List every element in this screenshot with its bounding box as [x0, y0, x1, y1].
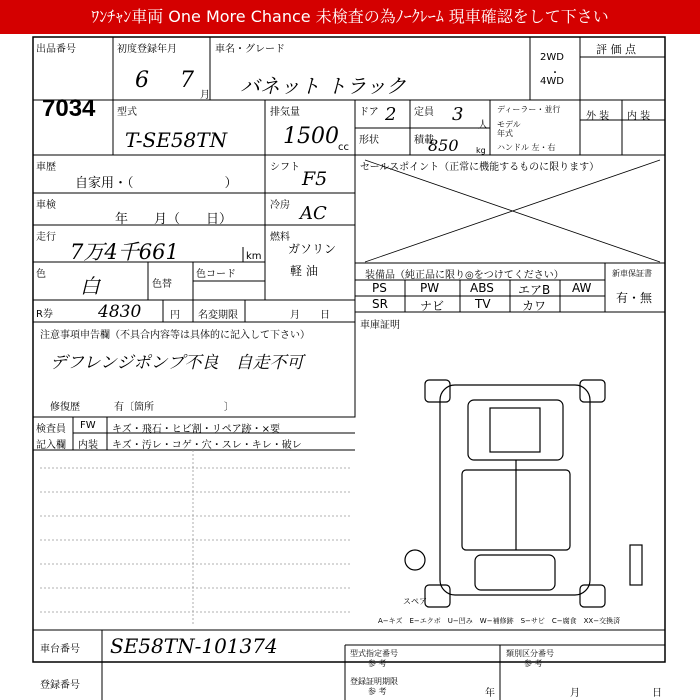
equip-ps: PS: [372, 281, 387, 295]
equip-airbag: エアB: [518, 283, 551, 297]
kg-unit: kg: [476, 146, 486, 155]
mileage-label: 走行: [36, 232, 56, 243]
recycle-label: R券: [36, 309, 53, 320]
name-label: 車名・グレード: [215, 44, 285, 55]
garage-label: 車庫証明: [360, 320, 400, 331]
selling-points-label: セールスポイント（正常に機能するものに限ります）: [360, 162, 600, 173]
car-name: バネット トラック: [240, 74, 406, 98]
banner: ﾜﾝﾁｬﾝ車両 One More Chance 未検査の為ﾉｰｸﾚｰﾑ 現車確認をして下さい: [0, 0, 700, 34]
type-designation-ref: 参 考: [368, 659, 387, 668]
displacement-value: 1500: [283, 124, 339, 149]
shift-value: F5: [302, 168, 328, 190]
entry-label: 記入欄: [36, 440, 66, 451]
chassis-label: 車台番号: [40, 644, 80, 655]
registration-label: 登録番号: [40, 680, 80, 691]
model-value: T-SE58TN: [125, 128, 228, 152]
class-ref: 参 考: [524, 659, 543, 668]
lot-label: 出品番号: [36, 44, 76, 55]
equip-pw: PW: [420, 281, 440, 295]
footer-year: 年: [485, 688, 495, 699]
model-year-label: モデル年式: [497, 120, 521, 138]
equip-tv: TV: [475, 297, 491, 311]
capacity-label: 定員: [414, 107, 434, 118]
drive-2wd: 2WD: [540, 52, 564, 63]
lot-number: 7034: [42, 95, 96, 122]
interior-insp-label: 内装: [78, 440, 98, 451]
footer-month: 月: [570, 688, 580, 699]
fuel-label: 燃料: [270, 232, 290, 243]
notes-value: デフレンジポンプ不良 自走不可: [50, 353, 304, 373]
name-change-value: 月 日: [290, 310, 330, 321]
equip-abs: ABS: [470, 281, 494, 295]
equip-aw: AW: [572, 281, 592, 295]
load-label: 積載: [414, 135, 434, 146]
shape-label: 形状: [359, 135, 379, 146]
inspection-label: 車検: [36, 200, 56, 211]
first-reg-month: 7: [180, 68, 194, 93]
handle-label: ハンドル 左・右: [497, 143, 556, 152]
history-value: 自家用・（ ）: [75, 176, 238, 191]
spare-label: スペア: [403, 597, 427, 606]
equip-leather: カワ: [522, 299, 547, 313]
interior-items: キズ・汚レ・コゲ・穴・スレ・キレ・破レ: [112, 440, 302, 451]
car-diagram: [405, 380, 642, 607]
repair-label: 修復歴: [50, 402, 80, 413]
equip-navi: ナビ: [420, 299, 445, 313]
new-car-warranty-value: 有・無: [616, 291, 653, 305]
reg-cert-ref: 参 考: [368, 687, 387, 696]
color-change-label: 色替: [152, 279, 172, 290]
month-unit: 月: [200, 90, 210, 101]
color-value: 白: [80, 274, 100, 298]
name-change-label: 名変期限: [198, 310, 238, 321]
shift-label: シフト: [270, 162, 300, 173]
type-designation-label: 型式指定番号: [350, 649, 398, 658]
model-label: 型式: [117, 107, 137, 118]
ac-label: 冷房: [270, 200, 290, 211]
recycle-unit: 円: [170, 310, 180, 321]
inspection-value: 年 月（ 日）: [115, 212, 233, 227]
fuel-diesel: 軽 油: [290, 264, 318, 278]
footer-day: 日: [652, 688, 662, 699]
fw-items: キズ・飛石・ヒビ割・リペア跡・×要: [112, 424, 280, 435]
rating-label: 評 価 点: [596, 43, 636, 56]
mileage-value: 7万4千661: [70, 240, 179, 264]
exterior-label: 外 装: [586, 111, 610, 122]
repair-value: 有〔箇所 〕: [114, 402, 234, 413]
load-value: 850: [428, 136, 459, 155]
new-car-warranty-label: 新車保証書: [612, 269, 652, 278]
cc-unit: cc: [338, 142, 349, 153]
recycle-value: 4830: [98, 302, 142, 322]
capacity-value: 3: [452, 104, 464, 125]
first-reg-year: 6: [135, 68, 149, 93]
color-label: 色: [36, 269, 46, 280]
fw-label: FW: [80, 420, 96, 431]
inspector-label: 検査員: [36, 424, 66, 435]
history-label: 車歴: [36, 162, 56, 173]
first-reg-label: 初度登録年月: [117, 44, 177, 55]
color-code-label: 色コード: [196, 269, 236, 280]
drive-dot: ・: [550, 68, 560, 79]
fuel-gas: ガソリン: [288, 242, 337, 256]
km-unit: km: [246, 251, 262, 262]
ac-value: AC: [300, 203, 327, 224]
chassis-value: SE58TN-101374: [110, 634, 278, 658]
doors-value: 2: [385, 104, 397, 125]
damage-legend: A−キズ E−エクボ U−凹み W−補修跡 S−サビ C−腐食 XX−交換済: [378, 617, 621, 625]
dealer-label: ディーラー・並行: [497, 105, 561, 114]
interior-label: 内 装: [627, 111, 651, 122]
doors-label: ドア: [359, 107, 379, 118]
class-label: 類別区分番号: [506, 649, 554, 658]
drive-4wd: 4WD: [540, 76, 564, 87]
notes-label: 注意事項申告欄（不具合内容等は具体的に記入して下さい）: [40, 330, 310, 341]
displacement-label: 排気量: [270, 107, 300, 118]
equipment-label: 装備品（純正品に限り◎をつけてください）: [365, 270, 564, 281]
reg-cert-label: 登録証明期限: [350, 677, 398, 686]
person-unit: 人: [478, 120, 488, 131]
equip-sr: SR: [372, 297, 388, 311]
